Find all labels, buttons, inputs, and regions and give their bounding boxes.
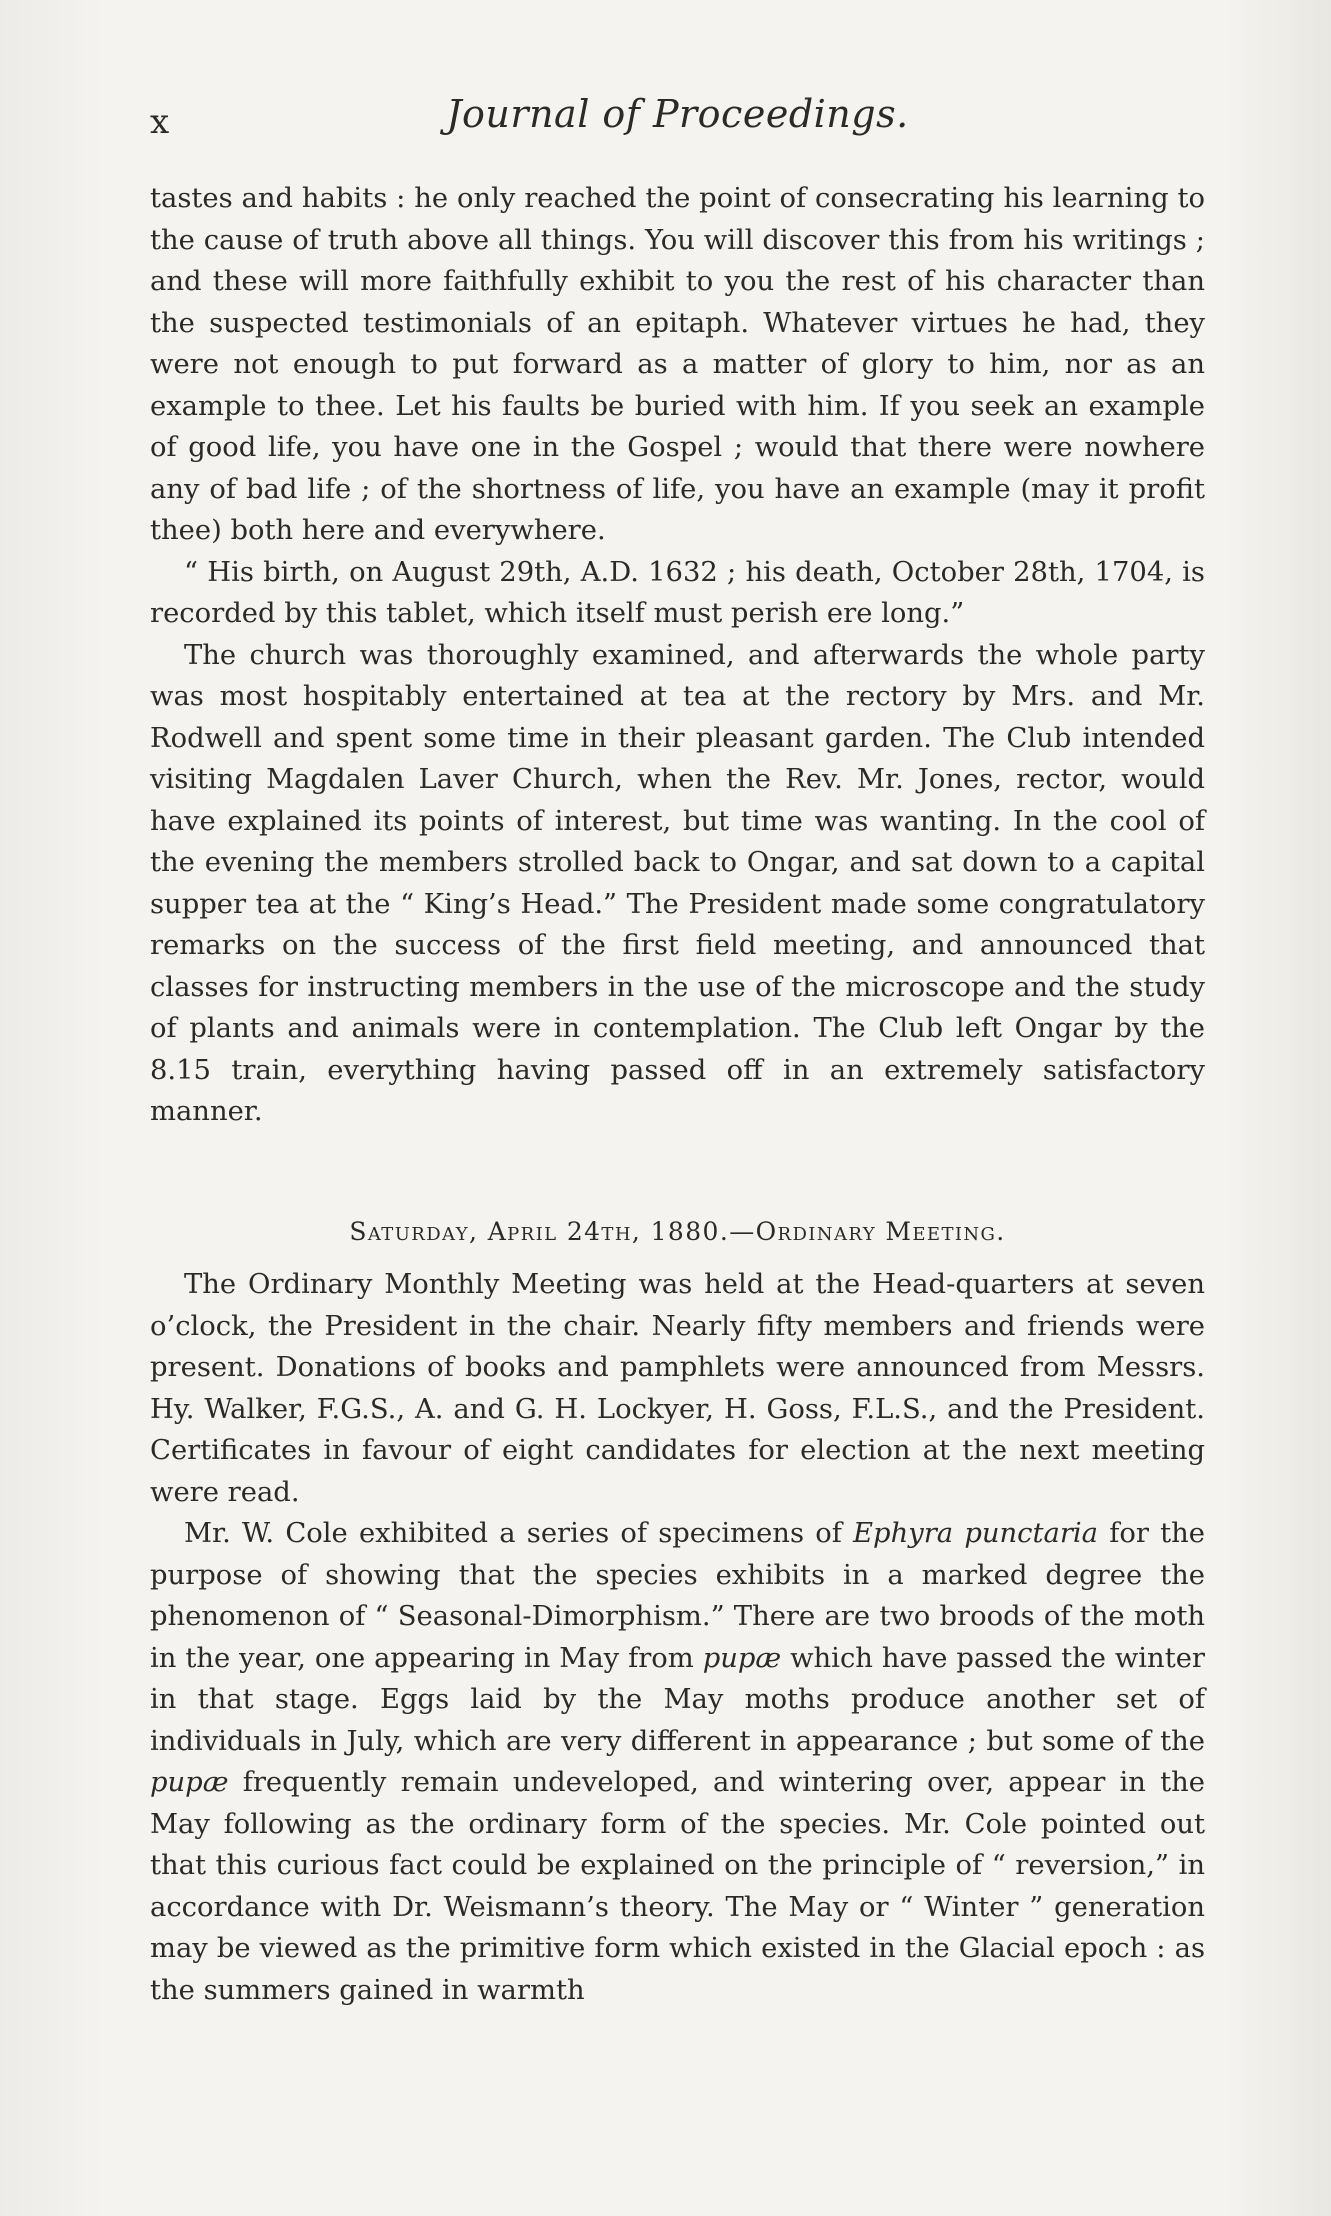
- running-title: Journal of Proceedings.: [446, 92, 909, 136]
- term-pupae: pupæ: [702, 1642, 782, 1674]
- paragraph-epitaph-dates: “ His birth, on August 29th, A.D. 1632 ; his death, October 28th, 1704, is recorded by this tablet, which itself must perish ere long.”: [150, 556, 1205, 629]
- page-number: x: [150, 102, 171, 142]
- text-run: which have passed the winter in that stage. Eggs laid by the May moths produce another set of individuals in July, which are very different in appearance ; but some of the: [150, 1642, 1206, 1757]
- body-text: [150, 178, 1205, 2011]
- term-pupae: pupæ: [150, 1767, 229, 1798]
- page-header: [150, 92, 1205, 152]
- paragraph-seasonal-dimorphism: [150, 1513, 1205, 2011]
- section-heading: Saturday, April 24th, 1880.—Ordinary Meeting.: [349, 1216, 1006, 1246]
- paragraph-ordinary-meeting: The Ordinary Monthly Meeting was held at the Head-quarters at seven o’clock, the President in the chair. Nearly fifty members and friends were present. Donations of books and pamphlets were announced from Messrs. Hy. Walker, F.G.S., A. and G. H. Lockyer, H. Goss, F.L.S., and the President. Certificates in favour of eight candidates for election at the next meeting were read.: [150, 1269, 1205, 1508]
- text-run: Mr. W. Cole exhibited a series of specimens of: [184, 1518, 854, 1549]
- text-run: frequently remain undeveloped, and wintering over, appear in the May following as the ordinary form of the species. Mr. Cole pointed out that this curious fact could be explained on the principle of “ reversion,” in accordance with Dr. Weismann’s theory. The May or “ Winter ” generation may be viewed as the primitive form which existed in the Glacial epoch : as the summers gained in warmth: [150, 1767, 1205, 2006]
- text-run: for the purpose of showing that the species exhibits in a marked degree the phenomenon of “ Seasonal-Dimorphism.” There are two broods of the moth in the year, one appearing in May from: [150, 1518, 1205, 1674]
- paragraph-epitaph-continued: tastes and habits : he only reached the point of consecrating his learning to the cause of truth above all things. You will discover this from his writings ; and these will more faithfully exhibit to you the rest of his character than the suspected testimonials of an epitaph. Whatever virtues he had, they were not enough to put forward as a matter of glory to him, nor as an example to thee. Let his faults be buried with him. If you seek an example of good life, you have one in the Gospel ; would that there were nowhere any of bad life ; of the shortness of life, you have an example (may it profit thee) both here and everywhere.: [150, 183, 1205, 546]
- paragraph-church-visit: The church was thoroughly examined, and afterwards the whole party was most hospitably entertained at tea at the rectory by Mrs. and Mr. Rodwell and spent some time in their pleasant garden. The Club intended visiting Magdalen Laver Church, when the Rev. Mr. Jones, rector, would have explained its points of interest, but time was wanting. In the cool of the evening the members strolled back to Ongar, and sat down to a capital supper tea at the “ King’s Head.” The President made some congratulatory remarks on the success of the first field meeting, and announced that classes for instructing members in the use of the microscope and the study of plants and animals were in contemplation. The Club left Ongar by the 8.15 train, everything having passed off in an extremely satisfactory manner.: [150, 639, 1205, 1127]
- species-name-ephyra: Ephyra punctaria: [853, 1518, 1098, 1549]
